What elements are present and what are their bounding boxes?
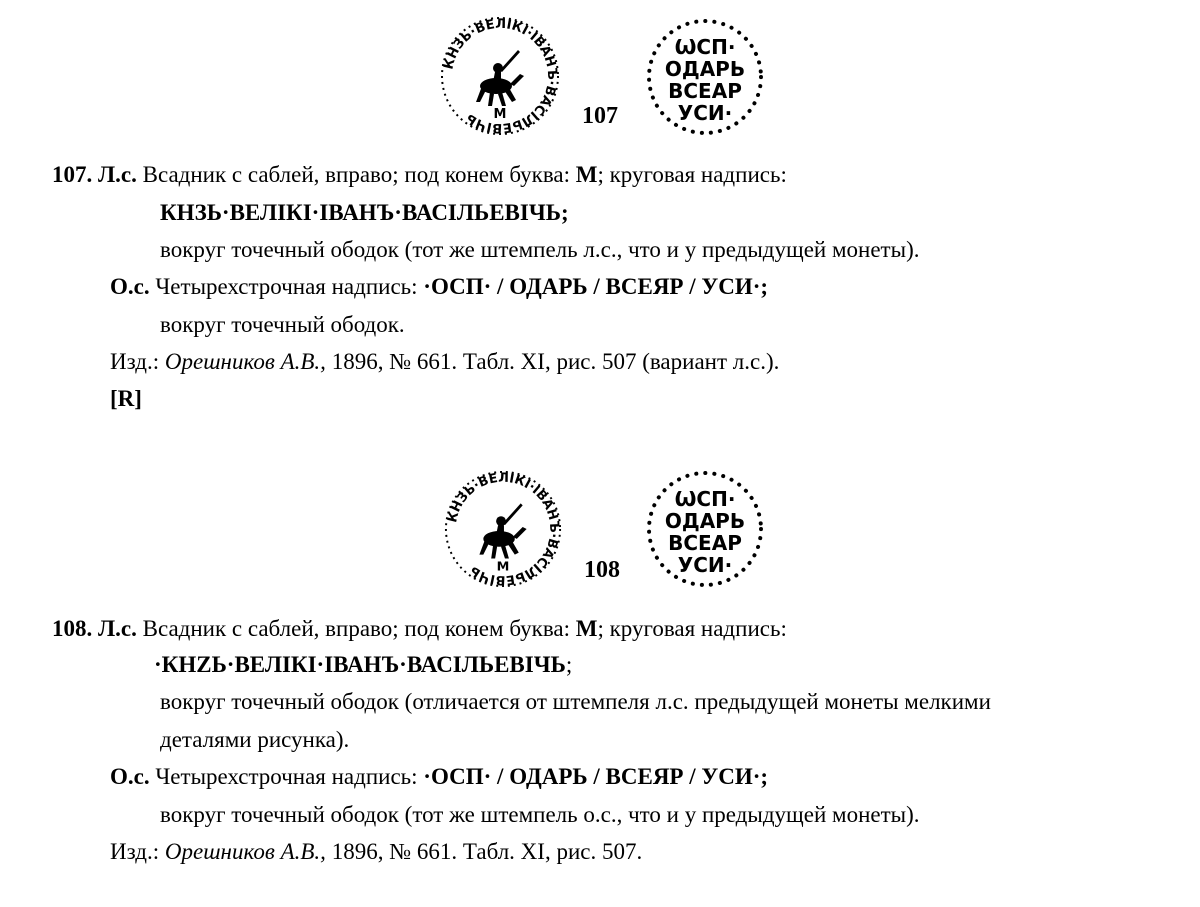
entry-108-obverse-line [52, 614, 787, 644]
entry-107-reverse-rim: вокруг точечный ободок. [160, 312, 405, 337]
coin-108-reverse-line-3: ВСЕАР [668, 531, 742, 555]
figure-number-107: 107 [582, 103, 618, 129]
entry-108-pub-rest: 1896, № 661. Табл. XI, рис. 507. [331, 839, 643, 864]
coin-108-obverse [442, 468, 564, 590]
entry-108-pub-author: Орешников А.В., [164, 839, 326, 864]
entry-108-reverse-inscription: ·ОСП· / ОДАРЬ / ВСЕЯР / УСИ·; [423, 764, 769, 789]
coin-108-obverse-legend: КНЗЬ·ВЕЛІКІ·ІВАНЪ·ВАСІЛЬЕВІЧЬ [445, 470, 562, 588]
entry-108-obverse-rim-line-2: деталями рисунка). [160, 727, 350, 752]
figure-number-108: 108 [584, 557, 620, 583]
entry-108-reverse-description: Четырехстрочная надпись: [155, 764, 418, 789]
entry-108-reverse-rim: вокруг точечный ободок (тот же штемпель о.с., что и у предыдущей монеты). [160, 802, 920, 827]
entry-107-pub-author: Орешников А.В., [164, 349, 326, 374]
entry-108-number: 108. [52, 616, 93, 641]
coin-108-reverse-line-2: ОДАРЬ [664, 509, 746, 533]
entry-107-reverse-description: Четырехстрочная надпись: [155, 274, 418, 299]
entry-107-number: 107. [52, 162, 93, 187]
coin-108-reverse-line-1: ѠСП· [674, 487, 736, 511]
entry-107-pub-prefix: Изд.: [110, 349, 160, 374]
entry-107-obverse-letter: М [575, 162, 598, 187]
entry-107-rarity: [R] [110, 386, 142, 411]
entry-108-reverse-label: О.с. [110, 764, 150, 789]
rider-with-saber-icon [476, 50, 524, 106]
coin-107-obverse-legend: КНЗЬ·ВЕЛІКІ·ІВАНЪ·ВАСІЛЬЕВІЧЬ [441, 16, 560, 136]
entry-107-reverse-line [110, 272, 768, 302]
entry-107-obverse-rim: вокруг точечный ободок (тот же штемпель л.с., что и у предыдущей монеты). [160, 237, 920, 262]
entry-107-reverse-inscription: ·ОСП· / ОДАРЬ / ВСЕЯР / УСИ·; [423, 274, 769, 299]
coin-107-reverse-line-2: ОДАРЬ [664, 57, 746, 81]
coin-107-reverse-line-3: ВСЕАР [668, 79, 742, 103]
entry-108-obverse-rim-line-1: вокруг точечный ободок (отличается от штемпеля л.с. предыдущей монеты мелкими [160, 689, 991, 714]
entry-107-obverse-legend: КНЗЬ·ВЕЛІКІ·ІВАНЪ·ВАСІЛЬЕВІЧЬ; [160, 200, 569, 225]
entry-108-publication [110, 837, 642, 867]
rider-with-saber-icon [479, 503, 526, 558]
entry-108-obverse-legend-line [154, 650, 572, 680]
entry-107-reverse-label: О.с. [110, 274, 150, 299]
entry-107-obverse-label: Л.с. [98, 162, 137, 187]
entry-107-obverse-after-letter: ; круговая надпись: [597, 162, 787, 187]
entry-108-reverse-line [110, 762, 768, 792]
entry-108-obverse-after-letter: ; круговая надпись: [597, 616, 787, 641]
coin-107-reverse-line-4: УСИ· [677, 101, 733, 125]
entry-107-publication [110, 347, 779, 377]
coin-107-obverse-letter: М [493, 107, 507, 122]
entry-107-obverse-line [52, 160, 787, 190]
entry-108-obverse-legend: ·КНZЬ·ВЕЛІКІ·ІВАНЪ·ВАСІЛЬЕВІЧЬ [154, 652, 566, 677]
coin-107-reverse-line-1: ѠСП· [674, 35, 736, 59]
entry-108-obverse-legend-tail: ; [565, 652, 573, 677]
coin-107-obverse [438, 14, 562, 138]
coin-108-reverse-line-4: УСИ· [677, 553, 733, 577]
entry-108-obverse-description: Всадник с саблей, вправо; под конем буква: [142, 616, 570, 641]
entry-107-obverse-description: Всадник с саблей, вправо; под конем буква: [142, 162, 570, 187]
entry-108-obverse-label: Л.с. [98, 616, 137, 641]
entry-108-obverse-letter: М [575, 616, 598, 641]
entry-107-pub-rest: 1896, № 661. Табл. XI, рис. 507 (вариант л.с.). [331, 349, 780, 374]
coin-108-reverse [644, 468, 766, 590]
coin-107-reverse [644, 16, 766, 138]
entry-108-pub-prefix: Изд.: [110, 839, 160, 864]
coin-108-obverse-letter: М [496, 559, 510, 575]
